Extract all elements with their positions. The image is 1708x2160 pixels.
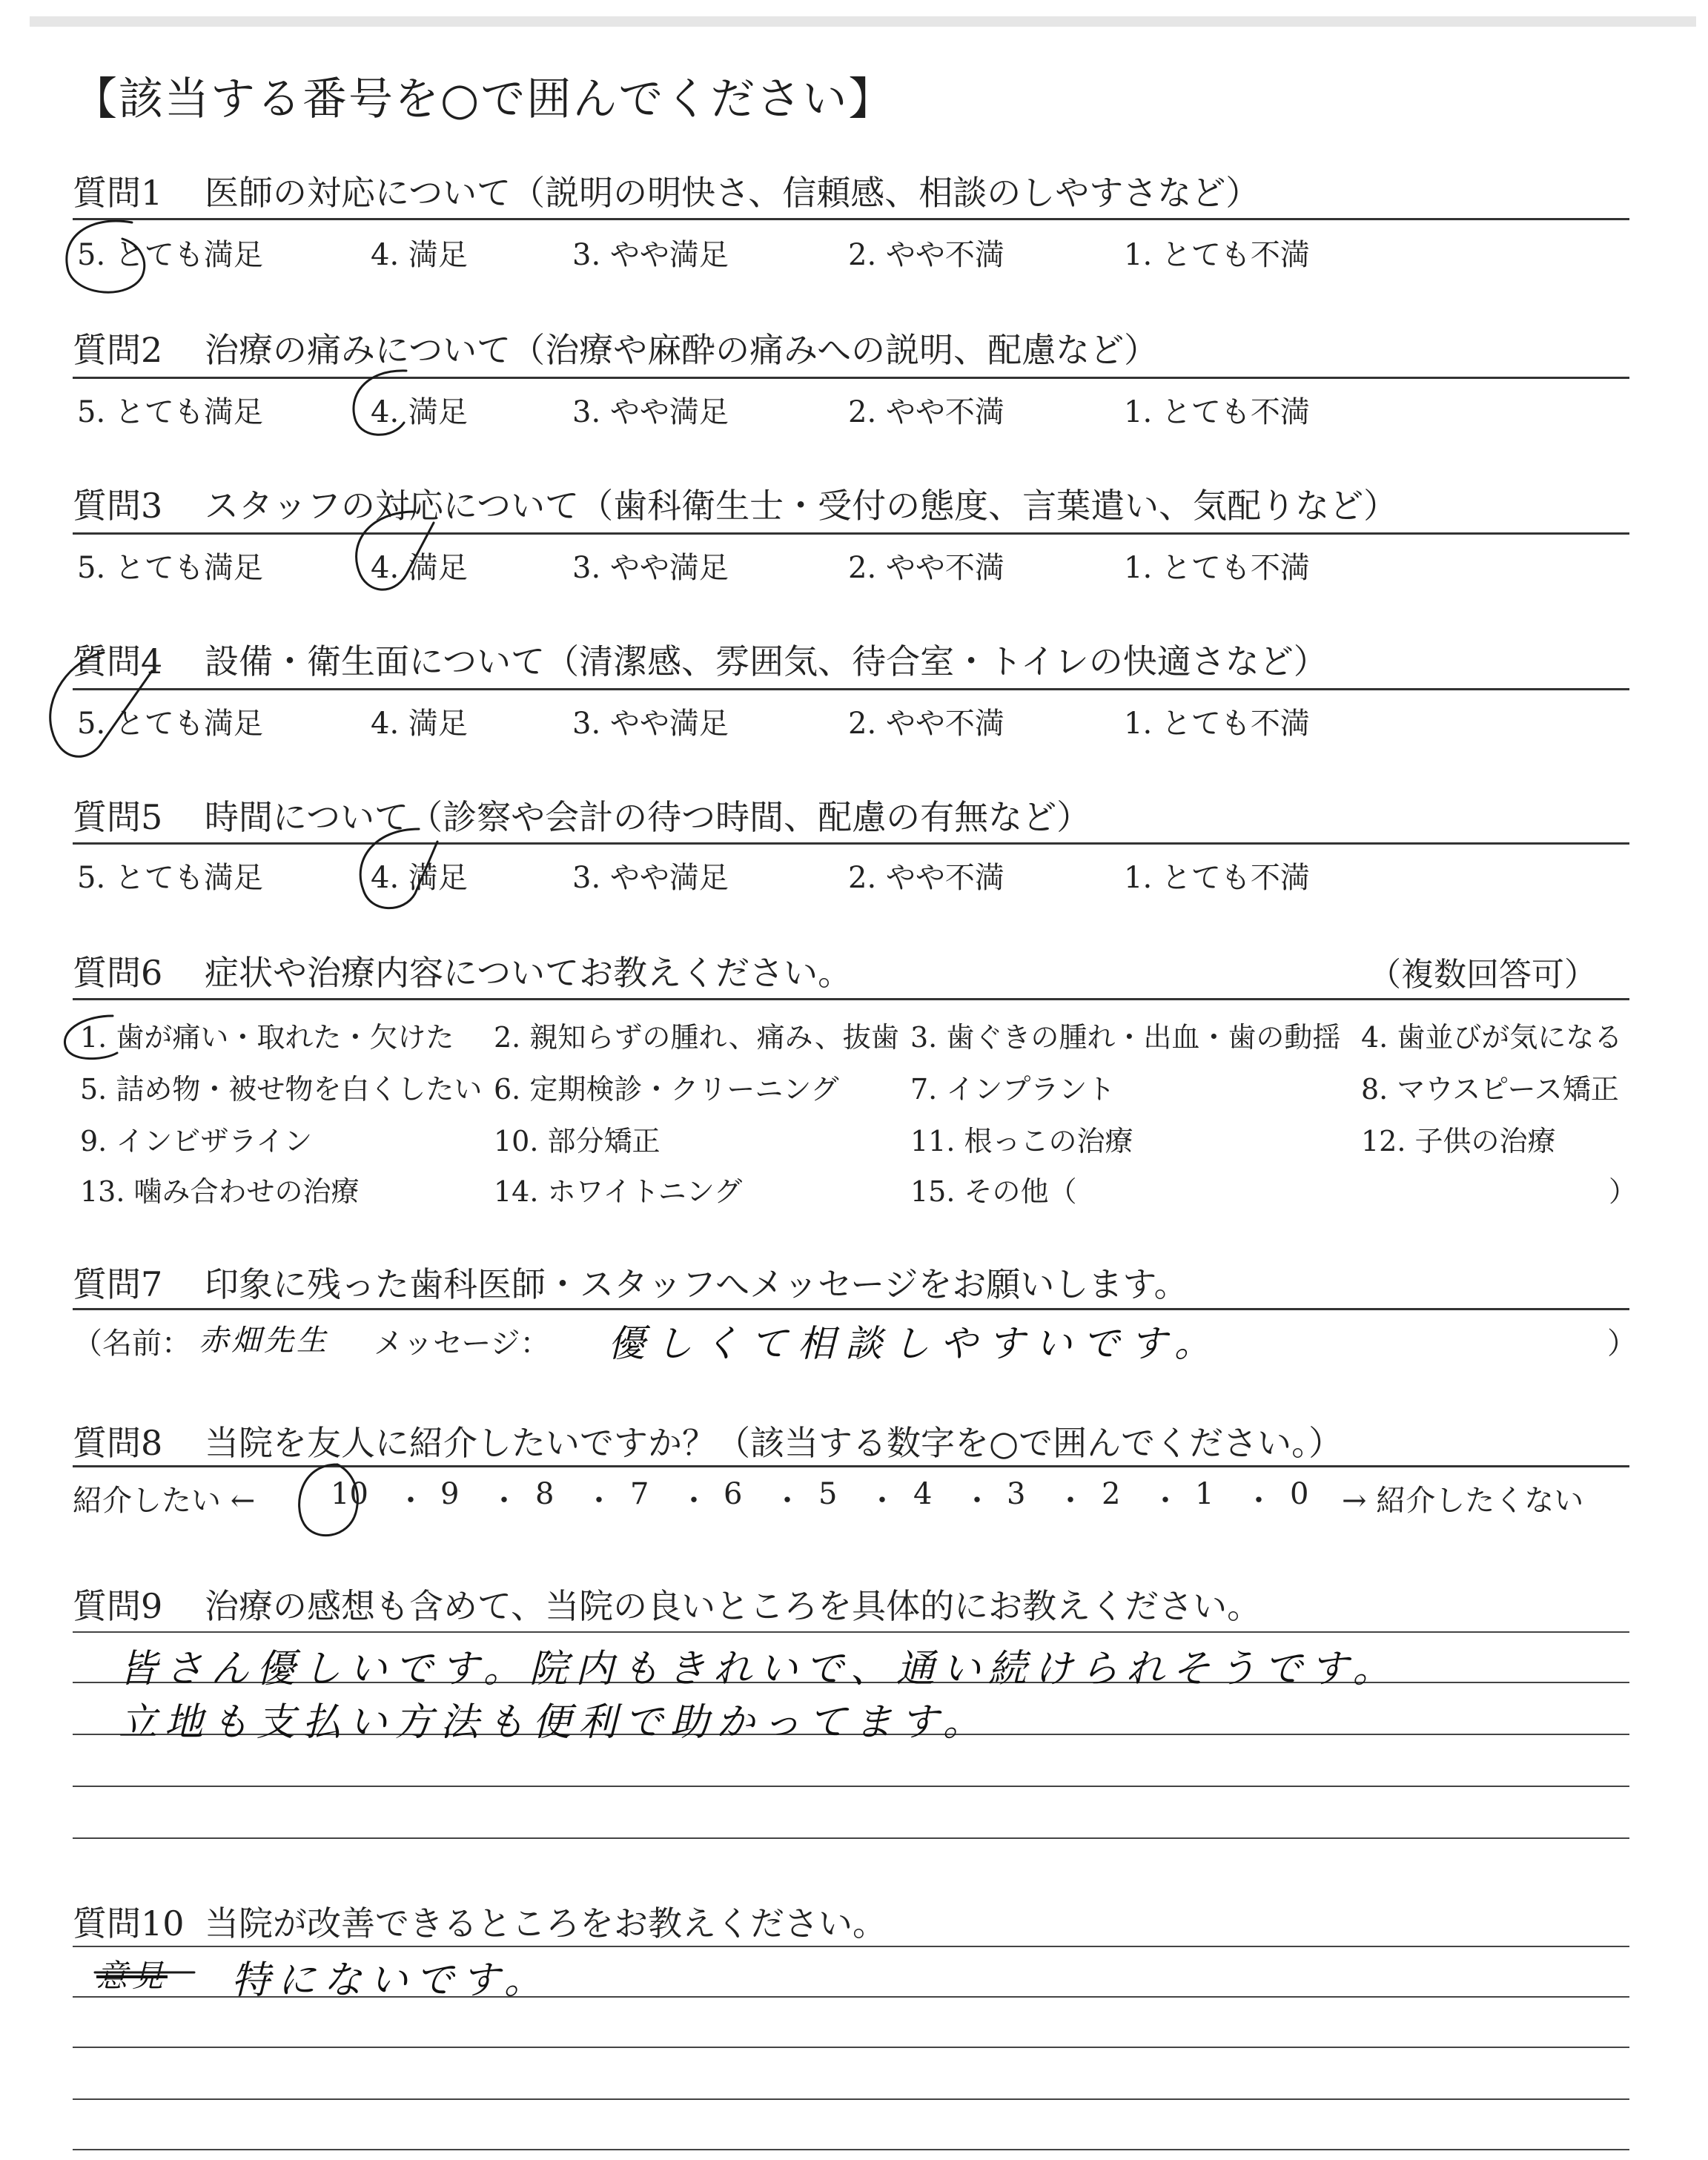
scale-5[interactable]: 5 [818,1477,838,1511]
divider [73,1308,1629,1310]
scale-dot: ・ [867,1484,897,1518]
question-text: 時間について（診察や会計の待つ時間、配慮の有無など） [205,797,1091,837]
symptom-option[interactable]: 13. 噛み合わせの治療 [80,1175,360,1208]
option-5[interactable]: 5. とても満足 [77,395,263,429]
divider [73,998,1629,1000]
option-4[interactable]: 4. 満足 [371,861,468,895]
symptom-option[interactable]: 9. インビザライン [80,1125,313,1157]
question-number: 質問2 [73,330,163,370]
question-8 [73,1416,1343,1465]
scale-3[interactable]: 3 [1007,1477,1026,1511]
option-3[interactable]: 3. やや満足 [572,238,729,272]
scale-4[interactable]: 4 [913,1477,933,1511]
scale-2[interactable]: 2 [1102,1477,1121,1511]
symptom-option[interactable]: 8. マウスピース矯正 [1361,1073,1619,1106]
page-heading: 【該当する番号を○で囲んでください】 [73,73,895,125]
scale-dot: ・ [1056,1484,1085,1518]
option-2[interactable]: 2. やや不満 [848,551,1004,585]
question-6 [73,946,852,995]
scale-dot: ・ [489,1484,519,1518]
symptom-option[interactable]: 6. 定期検診・クリーニング [494,1073,839,1106]
scale-dot: ・ [679,1484,709,1518]
option-4[interactable]: 4. 満足 [371,551,468,585]
q9-answer-line-2: 立地も支払い方法も便利で助かってます。 [119,1700,989,1745]
divider [73,842,1629,845]
question-number: 質問7 [73,1264,163,1304]
question-text: 症状や治療内容についてお教えください。 [205,953,853,993]
scan-top-edge [30,16,1696,27]
answer-line [73,1631,1629,1633]
option-1[interactable]: 1. とても不満 [1124,707,1310,741]
question-text: 治療の痛みについて（治療や麻酔の痛みへの説明、配慮など） [205,330,1159,370]
option-1[interactable]: 1. とても不満 [1124,551,1310,585]
option-3[interactable]: 3. やや満足 [572,395,729,429]
symptom-option[interactable]: 2. 親知らずの腫れ、痛み、抜歯 [494,1021,899,1054]
message-label: メッセージ： [374,1327,550,1361]
question-text: 医師の対応について（説明の明快さ、信頼感、相談のしやすさなど） [205,173,1260,213]
question-text: スタッフの対応について（歯科衛生士・受付の態度、言葉遣い、気配りなど） [205,486,1398,526]
divider [73,218,1629,220]
multiple-answers-note: （複数回答可） [1368,956,1597,994]
scale-7[interactable]: 7 [630,1477,649,1511]
scale-10[interactable]: 10 [331,1477,368,1511]
symptom-option[interactable]: 15. その他（ [910,1175,1077,1208]
message-close-paren: ） [1607,1327,1637,1361]
option-5[interactable]: 5. とても満足 [77,707,263,741]
question-number: 質問10 [73,1903,185,1943]
option-2[interactable]: 2. やや不満 [848,861,1004,895]
question-5 [73,790,1090,839]
name-label: （名前： [73,1327,191,1361]
symptom-option[interactable]: 1. 歯が痛い・取れた・欠けた [80,1021,454,1054]
q9-answer-line-1: 皆さん優しいです。院内もきれいで、通い続けられそうです。 [119,1647,1399,1691]
question-2 [73,323,1158,372]
scale-8[interactable]: 8 [535,1477,555,1511]
option-2[interactable]: 2. やや不満 [848,238,1004,272]
q10-answer: 特にないです。 [231,1958,550,2003]
answer-line [73,2149,1629,2150]
divider [73,688,1629,690]
question-text: 当院を友人に紹介したいですか？（該当する数字を○で囲んでください。） [205,1423,1343,1463]
divider [73,377,1629,379]
divider [73,532,1629,535]
scale-right-label: → 紹介したくない [1342,1484,1584,1518]
scale-dot: ・ [772,1484,802,1518]
scale-dot: ・ [1151,1484,1180,1518]
question-text: 印象に残った歯科医師・スタッフへメッセージをお願いします。 [205,1264,1188,1304]
q10-struck-text: 意見 [96,1958,168,1994]
symptom-option[interactable]: 10. 部分矯正 [494,1125,661,1157]
symptom-option[interactable]: 11. 根っこの治療 [910,1125,1133,1157]
question-10 [73,1897,887,1946]
scale-dot: ・ [584,1484,614,1518]
question-9 [73,1579,1261,1628]
question-text: 当院が改善できるところをお教えください。 [205,1903,887,1943]
question-4 [73,635,1328,684]
option-3[interactable]: 3. やや満足 [572,861,729,895]
scale-dot: ・ [1244,1484,1274,1518]
symptom-option[interactable]: 4. 歯並びが気になる [1361,1021,1623,1054]
divider [73,1465,1629,1467]
question-text: 治療の感想も含めて、当院の良いところを具体的にお教えください。 [205,1586,1262,1626]
other-close-paren: ） [1609,1175,1638,1208]
option-2[interactable]: 2. やや不満 [848,395,1004,429]
option-4[interactable]: 4. 満足 [371,238,468,272]
question-number: 質問5 [73,797,163,837]
question-number: 質問6 [73,953,163,993]
question-number: 質問8 [73,1423,163,1463]
symptom-option[interactable]: 3. 歯ぐきの腫れ・出血・歯の動揺 [910,1021,1341,1054]
question-text: 設備・衛生面について（清潔感、雰囲気、待合室・トイレの快適さなど） [205,641,1328,681]
symptom-option[interactable]: 14. ホワイトニング [494,1175,743,1208]
option-3[interactable]: 3. やや満足 [572,551,729,585]
option-1[interactable]: 1. とても不満 [1124,861,1310,895]
question-7 [73,1258,1188,1307]
answer-line [73,1837,1629,1839]
symptom-option[interactable]: 5. 詰め物・被せ物を白くしたい [80,1073,483,1106]
option-4[interactable]: 4. 満足 [371,707,468,741]
scale-9[interactable]: 9 [440,1477,460,1511]
symptom-option[interactable]: 12. 子供の治療 [1361,1125,1556,1157]
scale-6[interactable]: 6 [724,1477,743,1511]
option-4[interactable]: 4. 満足 [371,395,468,429]
q8-scale [73,1477,1637,1518]
option-1[interactable]: 1. とても不満 [1124,238,1310,272]
answer-line [73,2098,1629,2100]
option-2[interactable]: 2. やや不満 [848,707,1004,741]
option-5[interactable]: 5. とても満足 [77,861,263,895]
scale-0[interactable]: 0 [1290,1477,1309,1511]
message-handwritten: 優しくて相談しやすいです。 [608,1322,1222,1365]
scale-left-label: 紹介したい ← [73,1484,256,1518]
question-number: 質問9 [73,1586,163,1626]
option-1[interactable]: 1. とても不満 [1124,395,1310,429]
question-number: 質問1 [73,173,163,213]
option-5[interactable]: 5. とても満足 [77,551,263,585]
option-5[interactable]: 5. とても満足 [77,238,263,272]
question-number: 質問4 [73,641,163,681]
question-number: 質問3 [73,486,163,526]
symptom-option[interactable]: 7. インプラント [910,1073,1116,1106]
question-3 [73,479,1397,528]
option-3[interactable]: 3. やや満足 [572,707,729,741]
scale-dot: ・ [962,1484,992,1518]
staff-name-handwritten: 赤畑先生 [199,1324,329,1358]
scale-1[interactable]: 1 [1195,1477,1214,1511]
question-1 [73,166,1260,215]
answer-line [73,2047,1629,2048]
scale-dot: ・ [396,1484,426,1518]
answer-line [73,1786,1629,1787]
answer-line [73,1946,1629,1947]
